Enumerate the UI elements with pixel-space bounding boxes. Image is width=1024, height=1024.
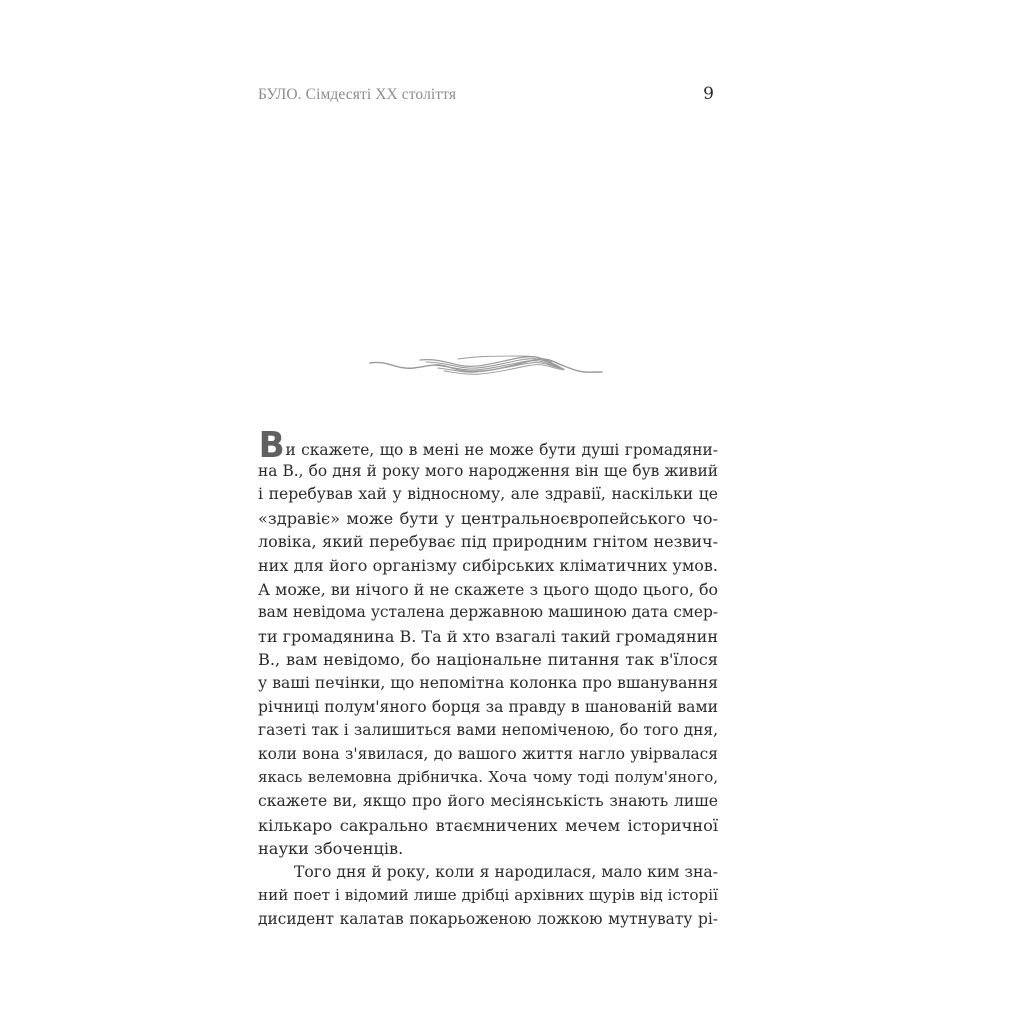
text-line: ти громадянина В. Та й хто взагалі такий громадянин	[258, 626, 718, 646]
text-line: дисидент калатав покарьоженою ложкою мутнувату рі-	[258, 909, 718, 928]
running-head	[258, 86, 716, 110]
paragraph-1	[258, 425, 718, 861]
text-line: коли вона з'явилася, до вашого життя нагло увірвалася	[258, 744, 718, 763]
running-title: БУЛО. Сімдесяті XX століття	[258, 86, 457, 103]
text-line: ний поет і відомий лише дрібці архівних щурів від історії	[258, 886, 718, 905]
text-line: «здравіє» може бути у центральноєвропейського чо-	[258, 508, 718, 528]
text-line: ловіка, який перебуває під природним гнітом незвич-	[258, 532, 718, 552]
page-number: 9	[703, 84, 714, 104]
text-line: кількаро сакрально втаємничених мечем історичної	[258, 815, 718, 835]
text-line: якась велемовна дрібничка. Хоча чому тоді полум'яного,	[258, 768, 718, 787]
text-line: Того дня й року, коли я народилася, мало ким зна-	[294, 862, 718, 881]
paragraph-2	[258, 861, 718, 932]
text-line: вам невідома усталена державною машиною дата смер-	[258, 603, 718, 622]
text-line: і перебував хай у відносному, але здравії, наскільки це	[258, 485, 718, 504]
text-line: газеті так і залишиться вами непоміченою, бо того дня,	[258, 721, 718, 740]
text-line: них для його організму сибірських кліматичних умов.	[258, 555, 718, 575]
text-line: скажете ви, якщо про його месіянськість знають лише	[258, 791, 718, 810]
line-text: и скажете, що в мені не може бути душі громадяни-	[285, 441, 718, 459]
text-line: В., вам невідомо, бо національне питання так в'їлося	[258, 650, 718, 670]
text-line: на В., бо дня й року мого народження він ще був живий	[258, 461, 718, 480]
text-line: у ваші печінки, що непомітна колонка про вшанування	[258, 673, 718, 692]
text-line: науки збоченців.	[258, 839, 404, 859]
text-line	[258, 425, 718, 466]
text-line: річниці полум'яного борця за правду в шанованій вами	[258, 697, 718, 716]
decorative-wave-flourish-icon	[368, 350, 604, 380]
text-line: А може, ви нічого й не скажете з цього щодо цього, бо	[258, 579, 718, 599]
dropcap: В	[258, 425, 285, 466]
body-text	[258, 425, 718, 931]
